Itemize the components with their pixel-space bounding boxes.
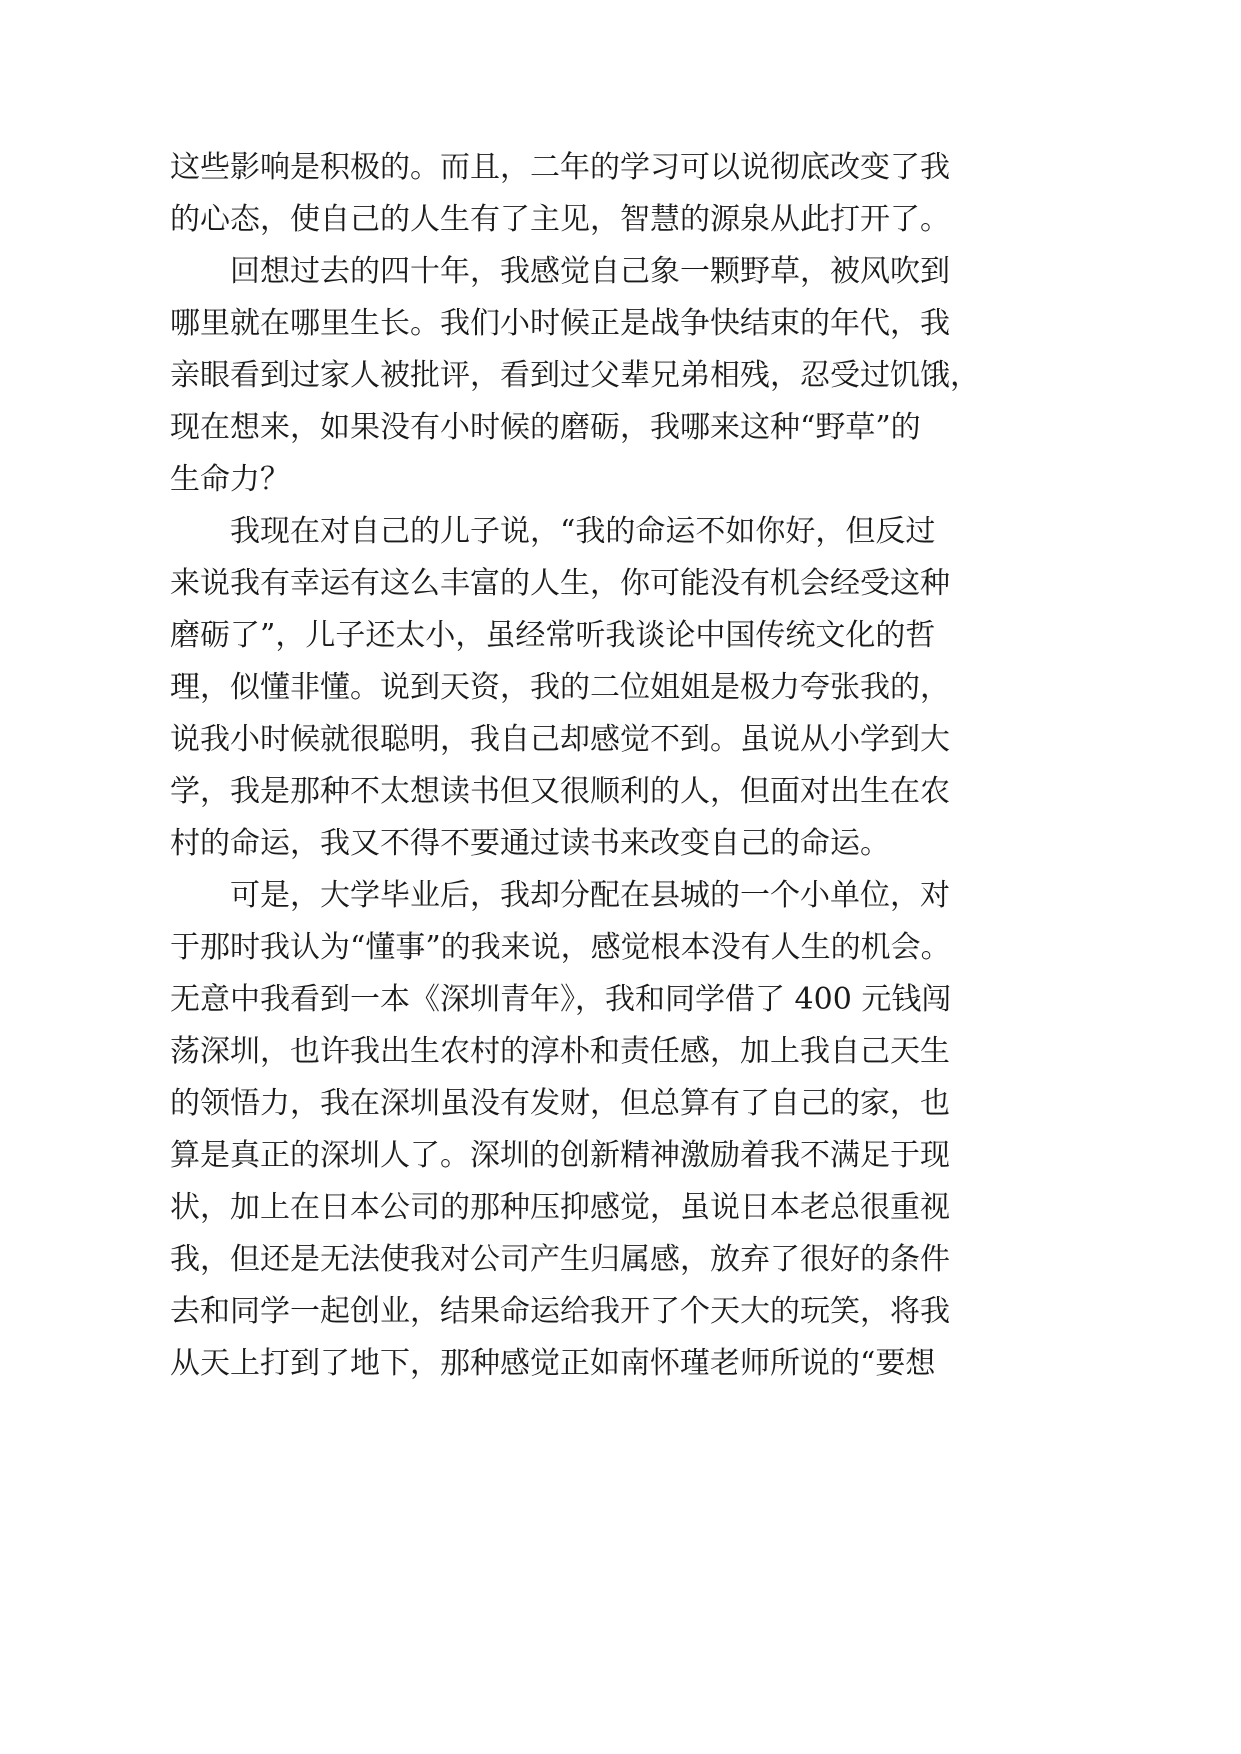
text-line: 去和同学一起创业，结果命运给我开了个天大的玩笑，将我	[170, 1294, 950, 1329]
text-line: 回想过去的四十年，我感觉自己象一颗野草，被风吹到	[230, 254, 950, 289]
text-line: 荡深圳，也许我出生农村的淳朴和责任感，加上我自己天生	[170, 1034, 950, 1069]
text-line: 于那时我认为“懂事”的我来说，感觉根本没有人生的机会。	[170, 930, 951, 965]
text-line: 状，加上在日本公司的那种压抑感觉，虽说日本老总很重视	[170, 1190, 950, 1225]
text-line: 的心态，使自己的人生有了主见，智慧的源泉从此打开了。	[170, 202, 950, 237]
text-line: 磨砺了”，儿子还太小，虽经常听我谈论中国传统文化的哲	[170, 618, 936, 653]
text-line: 现在想来，如果没有小时候的磨砺，我哪来这种“野草”的	[170, 410, 921, 445]
text-line: 生命力？	[170, 462, 290, 497]
text-line: 我现在对自己的儿子说，“我的命运不如你好，但反过	[230, 514, 936, 549]
text-line: 理，似懂非懂。说到天资，我的二位姐姐是极力夸张我的，	[170, 670, 950, 705]
text-line: 来说我有幸运有这么丰富的人生，你可能没有机会经受这种	[170, 566, 950, 601]
document-body	[170, 142, 980, 1390]
text-line: 亲眼看到过家人被批评，看到过父辈兄弟相残，忍受过饥饿，	[170, 358, 980, 393]
text-line: 说我小时候就很聪明，我自己却感觉不到。虽说从小学到大	[170, 722, 950, 757]
text-line: 无意中我看到一本《深圳青年》，我和同学借了 400 元钱闯	[170, 982, 952, 1017]
text-line: 学，我是那种不太想读书但又很顺利的人，但面对出生在农	[170, 774, 950, 809]
text-line: 村的命运，我又不得不要通过读书来改变自己的命运。	[170, 826, 890, 861]
text-line: 可是，大学毕业后，我却分配在县城的一个小单位，对	[230, 878, 950, 913]
text-line: 算是真正的深圳人了。深圳的创新精神激励着我不满足于现	[170, 1138, 950, 1173]
text-line: 这些影响是积极的。而且，二年的学习可以说彻底改变了我	[170, 150, 950, 185]
text-line: 从天上打到了地下，那种感觉正如南怀瑾老师所说的“要想	[170, 1346, 936, 1381]
text-line: 我，但还是无法使我对公司产生归属感，放弃了很好的条件	[170, 1242, 950, 1277]
text-line: 的领悟力，我在深圳虽没有发财，但总算有了自己的家，也	[170, 1086, 950, 1121]
text-line: 哪里就在哪里生长。我们小时候正是战争快结束的年代，我	[170, 306, 950, 341]
